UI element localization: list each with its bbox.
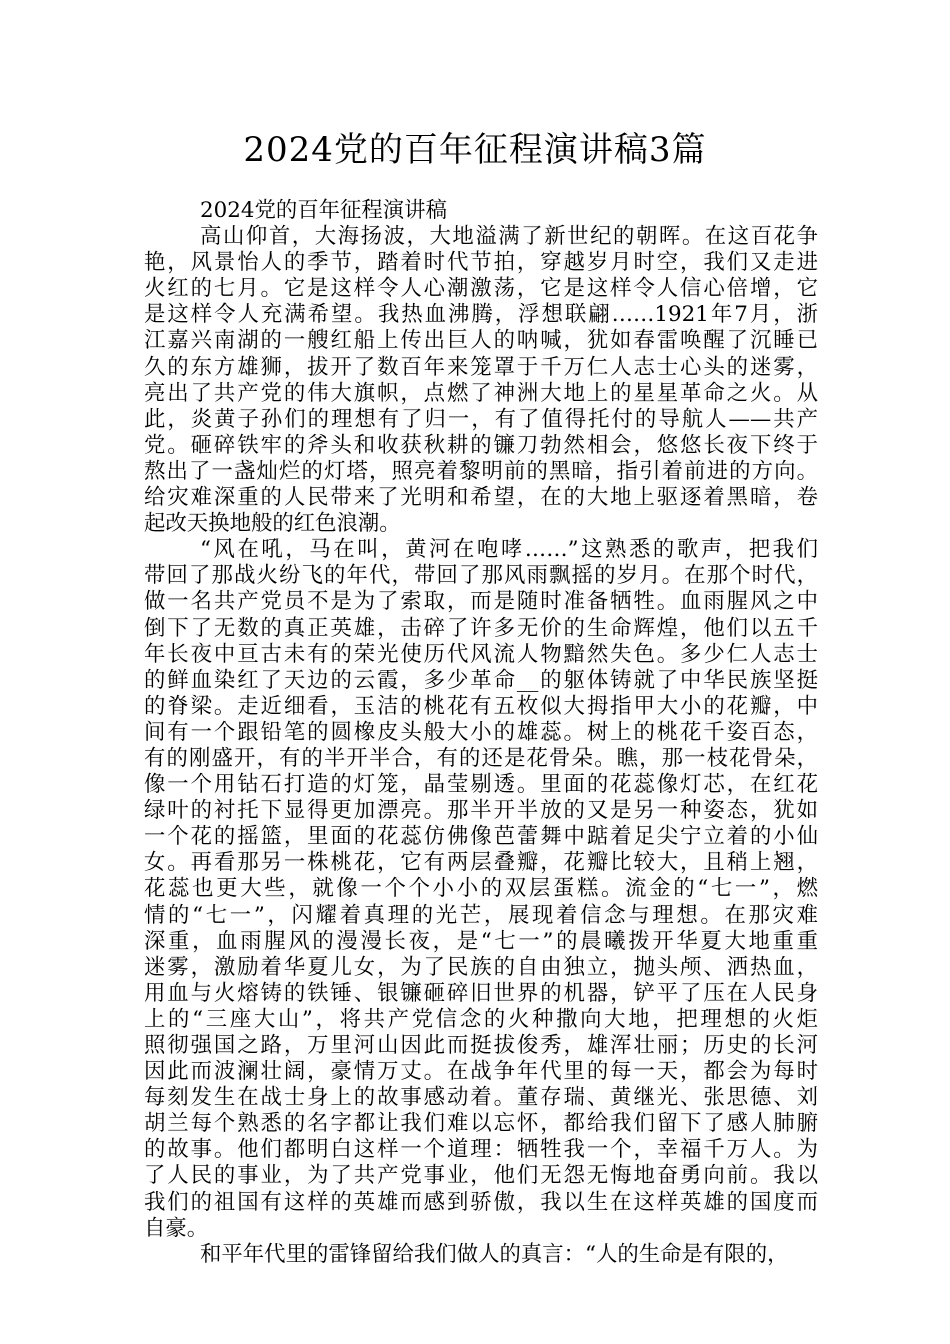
paragraph-line: “风在吼，马在叫，黄河在咆哮……”这熟悉的歌声，把我们 (200, 537, 818, 563)
paragraph-line: 胡兰每个熟悉的名字都让我们难以忘怀，都给我们留下了感人肺腑 (144, 1111, 818, 1137)
paragraph-line: 上的“三座大山”，将共产党信念的火种撒向大地，把理想的火炬 (144, 1006, 818, 1032)
paragraph-line: 江嘉兴南湖的一艘红船上传出巨人的呐喊，犹如春雷唤醒了沉睡已 (144, 328, 818, 354)
paragraph-line: 熬出了一盏灿烂的灯塔，照亮着黎明前的黑暗，指引着前进的方向。 (144, 458, 818, 484)
paragraph-line: 倒下了无数的真正英雄，击碎了许多无价的生命辉煌，他们以五千 (144, 615, 818, 641)
paragraph-line: 艳，风景怡人的季节，踏着时代节拍，穿越岁月时空，我们又走进 (144, 250, 818, 276)
paragraph-line: 是这样令人充满希望。我热血沸腾，浮想联翩……1921年7月，浙 (144, 302, 818, 328)
paragraph-line: 因此而波澜壮阔，豪情万丈。在战争年代里的每一天，都会为每时 (144, 1059, 818, 1085)
paragraph-line: 花蕊也更大些，就像一个个小小的双层蛋糕。流金的“七一”，燃 (144, 876, 818, 902)
paragraph-line: 我们的祖国有这样的英雄而感到骄傲，我以生在这样英雄的国度而 (144, 1189, 818, 1215)
paragraph-line: 了人民的事业，为了共产党事业，他们无怨无悔地奋勇向前。我以 (144, 1163, 818, 1189)
paragraph-line: 久的东方雄狮，拔开了数百年来笼罩于千万仁人志士心头的迷雾， (144, 354, 818, 380)
paragraph-line: 党。砸碎铁牢的斧头和收获秋耕的镰刀勃然相会，悠悠长夜下终于 (144, 432, 818, 458)
paragraph-line: 女。再看那另一株桃花，它有两层叠瓣，花瓣比较大，且稍上翘， (144, 850, 818, 876)
paragraph-line: 每刻发生在战士身上的故事感动着。董存瑞、黄继光、张思德、刘 (144, 1085, 818, 1111)
paragraph-line: 带回了那战火纷飞的年代，带回了那风雨飘摇的岁月。在那个时代， (144, 563, 818, 589)
paragraph-line: 像一个用钻石打造的灯笼，晶莹剔透。里面的花蕊像灯芯，在红花 (144, 772, 818, 798)
paragraph-line: 火红的七月。它是这样令人心潮激荡，它是这样令人信心倍增，它 (144, 276, 818, 302)
document-subtitle: 2024党的百年征程演讲稿 (200, 198, 447, 223)
paragraph-line: 的脊梁。走近细看，玉洁的桃花有五枚似大拇指甲大小的花瓣，中 (144, 693, 818, 719)
paragraph-line: 照彻强国之路，万里河山因此而挺拔俊秀，雄浑壮丽；历史的长河 (144, 1033, 818, 1058)
paragraph-line: 间有一个跟铅笔的圆橡皮头般大小的雄蕊。树上的桃花千姿百态， (144, 719, 818, 745)
paragraph-line: 起改天换地般的红色浪潮。 (144, 511, 401, 537)
paragraph-line: 有的刚盛开，有的半开半合，有的还是花骨朵。瞧，那一枝花骨朵， (144, 745, 818, 771)
document-title: 2024党的百年征程演讲稿3篇 (243, 130, 707, 170)
paragraph-line: 一个花的摇篮，里面的花蕊仿佛像芭蕾舞中踮着足尖宁立着的小仙 (144, 824, 818, 850)
paragraph-line: 自豪。 (144, 1215, 209, 1241)
paragraph-line: 亮出了共产党的伟大旗帜，点燃了神洲大地上的星星革命之火。从 (144, 380, 818, 406)
paragraph-line: 和平年代里的雷锋留给我们做人的真言：“人的生命是有限的， (200, 1241, 789, 1267)
paragraph-line: 高山仰首，大海扬波，大地溢满了新世纪的朝晖。在这百花争 (200, 224, 818, 250)
paragraph-line: 做一名共产党员不是为了索取，而是随时准备牺牲。血雨腥风之中 (144, 589, 818, 615)
paragraph-line: 用血与火熔铸的铁锤、银镰砸碎旧世界的机器，铲平了压在人民身 (144, 980, 818, 1006)
paragraph-line: 年长夜中亘古未有的荣光使历代风流人物黯然失色。多少仁人志士 (144, 641, 818, 667)
document-body (144, 198, 818, 1268)
paragraph-line: 情的“七一”，闪耀着真理的光芒，展现着信念与理想。在那灾难 (144, 902, 818, 928)
paragraph-line: 绿叶的衬托下显得更加漂亮。那半开半放的又是另一种姿态，犹如 (144, 798, 818, 824)
paragraph-line: 的故事。他们都明白这样一个道理：牺牲我一个，幸福千万人。为 (144, 1137, 818, 1163)
paragraph-line: 此，炎黄子孙们的理想有了归一，有了值得托付的导航人——共产 (144, 406, 818, 432)
paragraph-line: 的鲜血染红了天边的云霞，多少革命__的躯体铸就了中华民族坚挺 (144, 667, 818, 693)
paragraph-line: 迷雾，激励着华夏儿女，为了民族的自由独立，抛头颅、洒热血， (144, 954, 818, 980)
paragraph-line: 给灾难深重的人民带来了光明和希望，在的大地上驱逐着黑暗，卷 (144, 485, 818, 511)
paragraph-line: 深重，血雨腥风的漫漫长夜，是“七一”的晨曦拨开华夏大地重重 (144, 928, 818, 954)
